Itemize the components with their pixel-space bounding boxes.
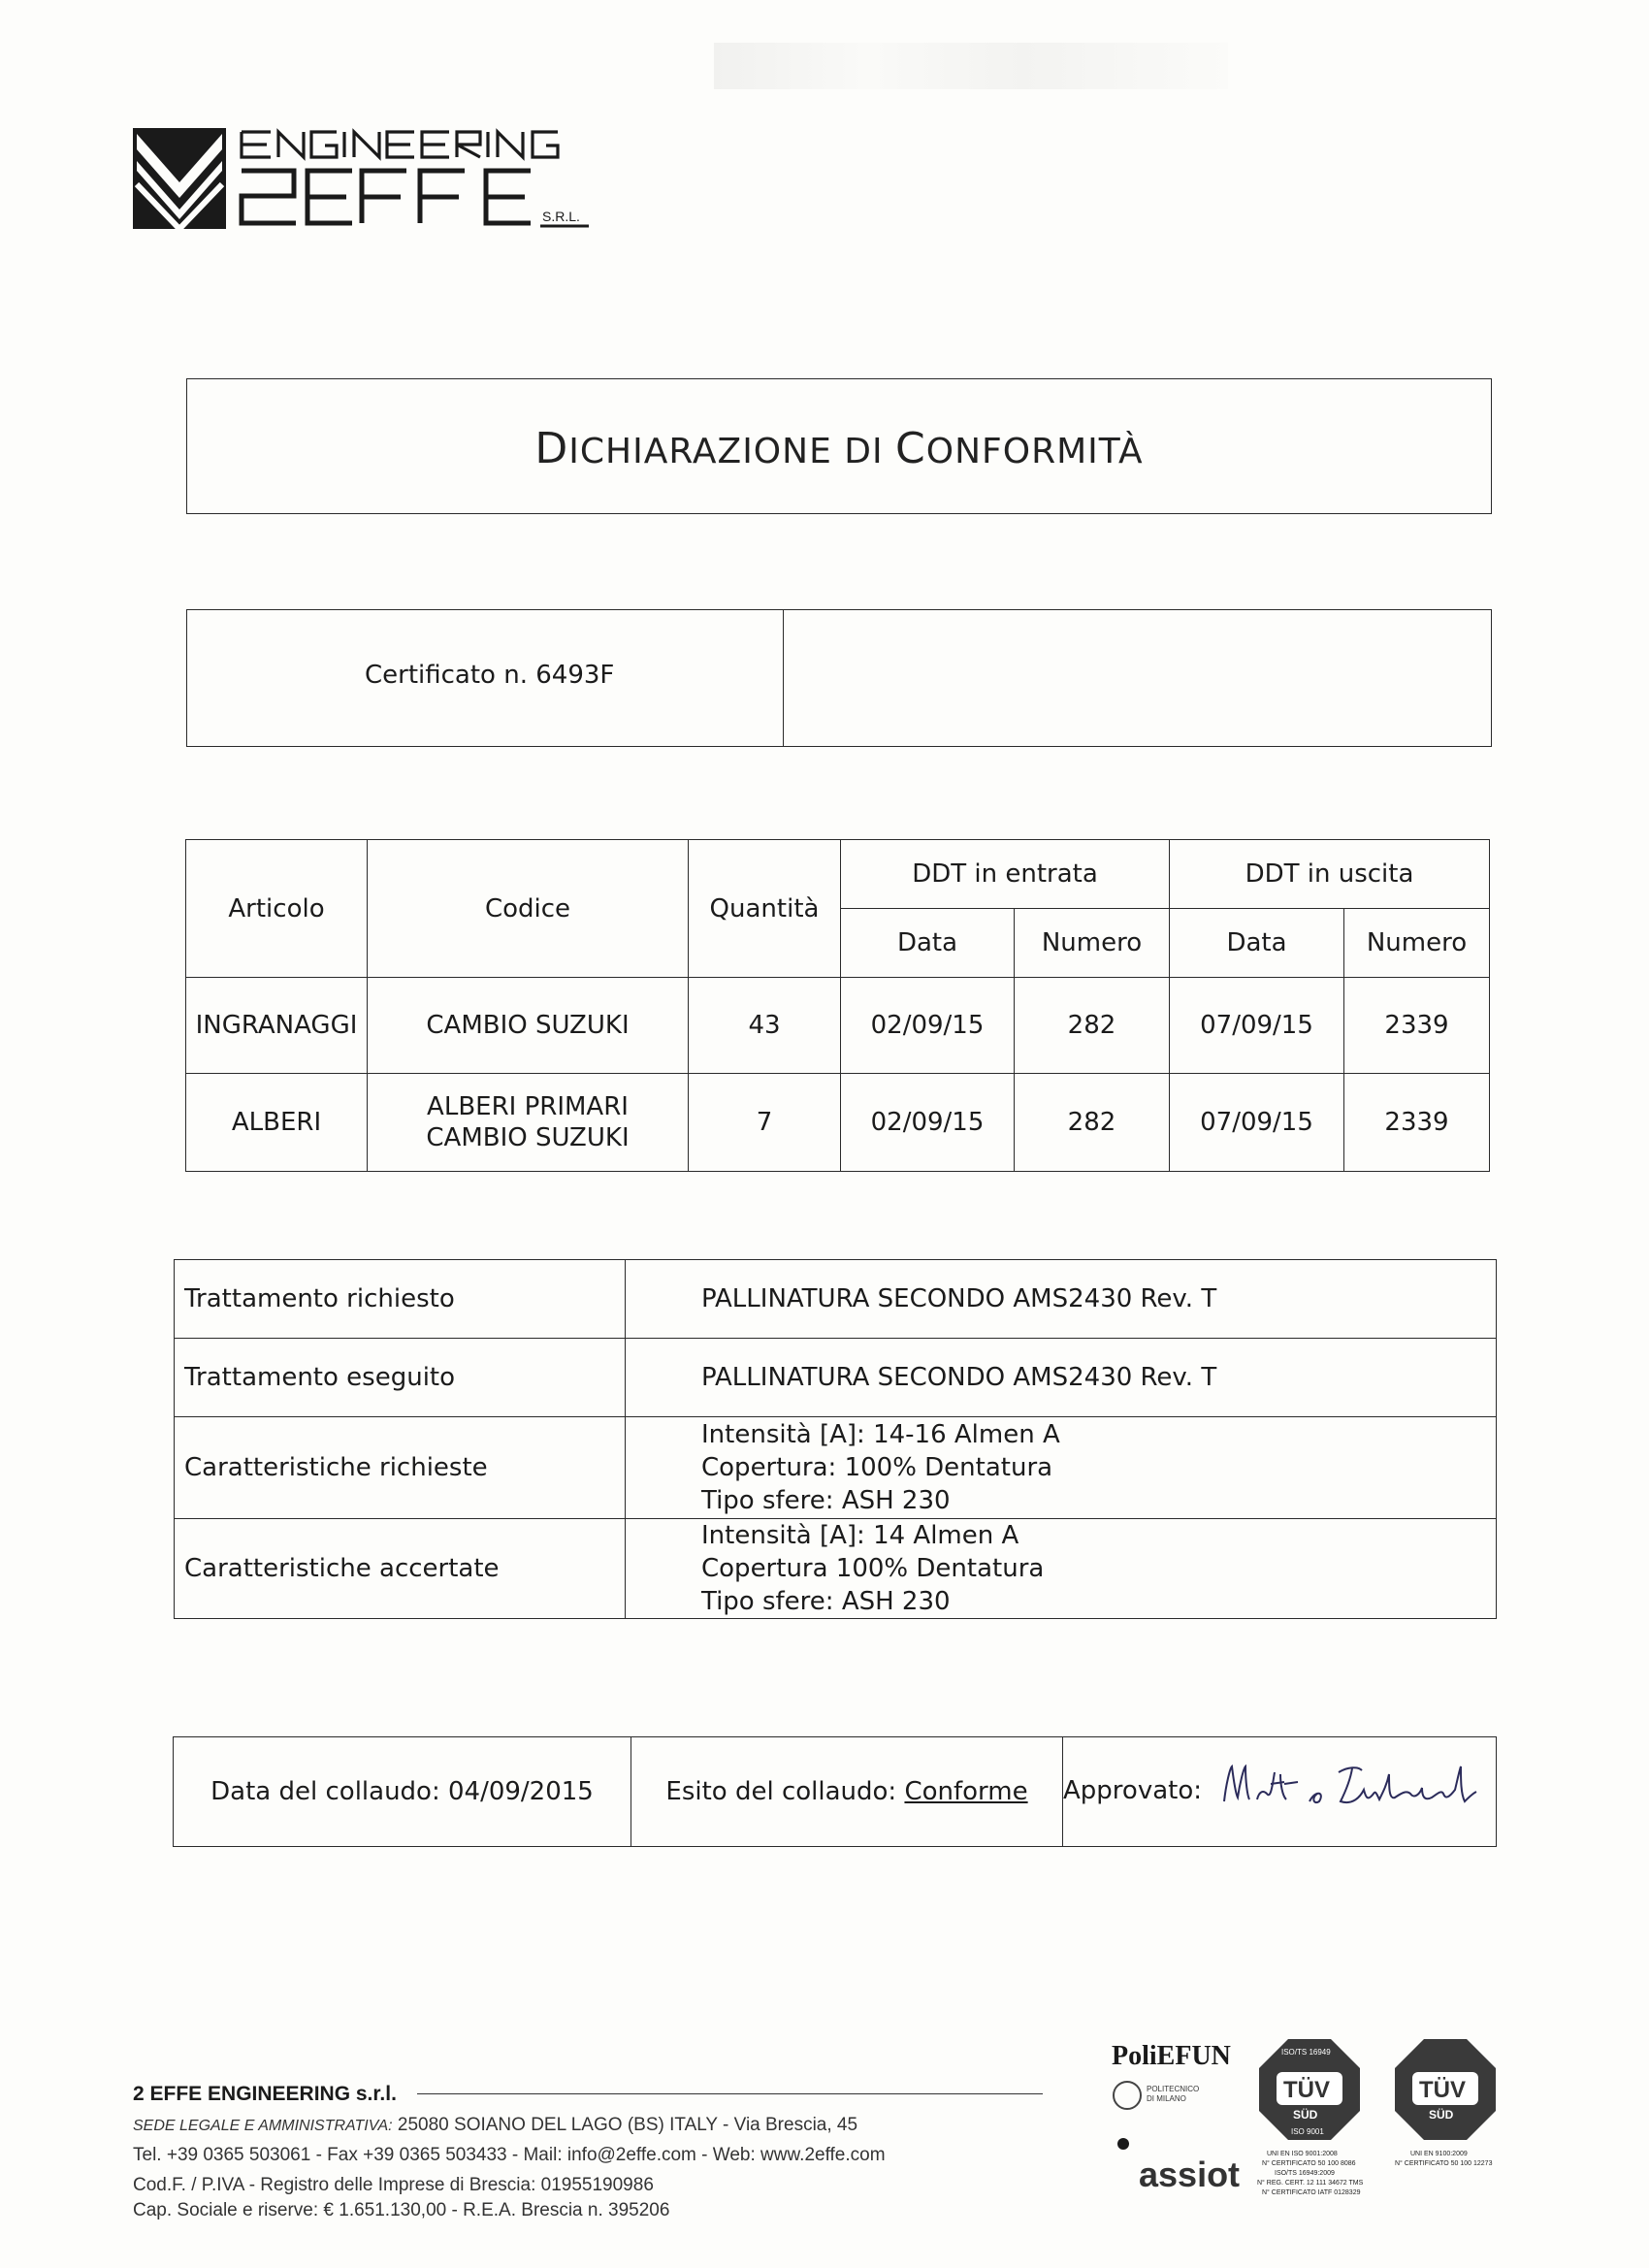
treatment-value: Intensità [A]: 14-16 Almen A Copertura: 100% Dentatura Tipo sfere: ASH 230 — [626, 1417, 1497, 1519]
svg-text:ISO/TS 16949:2009: ISO/TS 16949:2009 — [1275, 2170, 1335, 2177]
items-table — [185, 839, 1490, 1172]
svg-text:TÜV: TÜV — [1283, 2077, 1330, 2103]
cell-out-data: 07/09/15 — [1170, 978, 1344, 1074]
company-logo — [133, 128, 676, 229]
svg-text:assiot: assiot — [1139, 2155, 1241, 2194]
header-out-numero: Numero — [1344, 909, 1490, 978]
certification-logos — [1112, 2029, 1519, 2223]
cell-articolo: INGRANAGGI — [186, 978, 368, 1074]
svg-text:N° CERTIFICATO IATF 0128329: N° CERTIFICATO IATF 0128329 — [1262, 2189, 1361, 2196]
footer-divider — [417, 2093, 1043, 2094]
cell-in-data: 02/09/15 — [841, 978, 1015, 1074]
svg-text:POLITECNICO: POLITECNICO — [1147, 2085, 1200, 2093]
cell-in-data: 02/09/15 — [841, 1074, 1015, 1172]
svg-text:N° CERTIFICATO 50 100 8086: N° CERTIFICATO 50 100 8086 — [1262, 2160, 1356, 2167]
test-date: Data del collaudo: 04/09/2015 — [174, 1737, 631, 1847]
svg-text:ISO 9001: ISO 9001 — [1291, 2127, 1324, 2136]
svg-text:TÜV: TÜV — [1419, 2077, 1466, 2103]
approved-label: Approvato: — [1063, 1776, 1202, 1805]
svg-text:N° REG. CERT. 12 111 34672 TMS: N° REG. CERT. 12 111 34672 TMS — [1257, 2180, 1364, 2187]
header-in-numero: Numero — [1015, 909, 1170, 978]
svg-text:SÜD: SÜD — [1429, 2108, 1454, 2122]
header-out-data: Data — [1170, 909, 1344, 978]
treatment-label: Caratteristiche accertate — [175, 1519, 626, 1619]
treatment-label: Caratteristiche richieste — [175, 1417, 626, 1519]
footer-company: 2 EFFE ENGINEERING s.r.l. — [133, 2083, 397, 2105]
treatment-value: PALLINATURA SECONDO AMS2430 Rev. T — [626, 1339, 1497, 1417]
footer-contacts: Tel. +39 0365 503061 - Fax +39 0365 503433 - Mail: info@2effe.com - Web: www.2effe.com — [133, 2145, 886, 2165]
treatment-value: PALLINATURA SECONDO AMS2430 Rev. T — [626, 1260, 1497, 1339]
svg-text:PoliEFUN: PoliEFUN — [1112, 2041, 1231, 2071]
assiot-logo — [1117, 2138, 1240, 2194]
header-articolo: Articolo — [186, 840, 368, 978]
table-row — [186, 1074, 1490, 1172]
cell-quantita: 7 — [689, 1074, 841, 1172]
cell-out-data: 07/09/15 — [1170, 1074, 1344, 1172]
treatment-table — [174, 1259, 1497, 1619]
title-box — [186, 378, 1492, 514]
srl-suffix: S.R.L. — [542, 209, 580, 224]
test-result: Esito del collaudo: Conforme — [631, 1737, 1063, 1847]
svg-text:SÜD: SÜD — [1293, 2108, 1318, 2122]
tuv-badge-2 — [1395, 2039, 1496, 2167]
svg-text:ISO/TS 16949: ISO/TS 16949 — [1281, 2048, 1331, 2057]
cell-in-numero: 282 — [1015, 978, 1170, 1074]
tuv-badge-1 — [1257, 2039, 1364, 2196]
test-result-value: Conforme — [904, 1777, 1028, 1806]
approval-cell — [1063, 1737, 1497, 1847]
table-row — [175, 1519, 1497, 1619]
certificate-box — [186, 609, 1492, 747]
svg-text:UNI EN ISO 9001:2008: UNI EN ISO 9001:2008 — [1267, 2151, 1338, 2157]
document-title: DICHIARAZIONE DI CONFORMITÀ — [534, 424, 1144, 473]
cell-out-numero: 2339 — [1344, 1074, 1490, 1172]
redacted-area — [714, 43, 1228, 89]
handwritten-signature — [1216, 1755, 1488, 1823]
header-in-data: Data — [841, 909, 1015, 978]
chevron-logo-icon — [133, 128, 226, 229]
table-row — [175, 1260, 1497, 1339]
header-codice: Codice — [368, 840, 689, 978]
cell-out-numero: 2339 — [1344, 978, 1490, 1074]
svg-text:N° CERTIFICATO 50 100 12273: N° CERTIFICATO 50 100 12273 — [1395, 2160, 1493, 2167]
treatment-label: Trattamento eseguito — [175, 1339, 626, 1417]
footer-sede: SEDE LEGALE E AMMINISTRATIVA: 25080 SOIANO DEL LAGO (BS) ITALY - Via Brescia, 45 — [133, 2115, 858, 2135]
cell-codice: ALBERI PRIMARI CAMBIO SUZUKI — [368, 1074, 689, 1172]
cell-in-numero: 282 — [1015, 1074, 1170, 1172]
svg-text:DI MILANO: DI MILANO — [1147, 2094, 1186, 2103]
treatment-label: Trattamento richiesto — [175, 1260, 626, 1339]
cell-codice: CAMBIO SUZUKI — [368, 978, 689, 1074]
table-row — [175, 1417, 1497, 1519]
header-ddt-uscita: DDT in uscita — [1170, 840, 1490, 909]
header-quantita: Quantità — [689, 840, 841, 978]
treatment-value: Intensità [A]: 14 Almen A Copertura 100% Dentatura Tipo sfere: ASH 230 — [626, 1519, 1497, 1619]
svg-text:UNI EN 9100:2009: UNI EN 9100:2009 — [1410, 2151, 1468, 2157]
table-row — [186, 978, 1490, 1074]
polieffun-logo — [1112, 2041, 1231, 2109]
table-row — [175, 1339, 1497, 1417]
cell-articolo: ALBERI — [186, 1074, 368, 1172]
2effe-wordmark — [242, 171, 531, 223]
footer-codfisc: Cod.F. / P.IVA - Registro delle Imprese di Brescia: 01955190986 — [133, 2175, 654, 2195]
certificate-number: Certificato n. 6493F — [365, 661, 615, 690]
header-ddt-entrata: DDT in entrata — [841, 840, 1170, 909]
engineering-wordmark — [242, 132, 558, 157]
cell-quantita: 43 — [689, 978, 841, 1074]
footer-capitale: Cap. Sociale e riserve: € 1.651.130,00 - R.E.A. Brescia n. 395206 — [133, 2200, 670, 2220]
test-result-table — [173, 1736, 1497, 1847]
